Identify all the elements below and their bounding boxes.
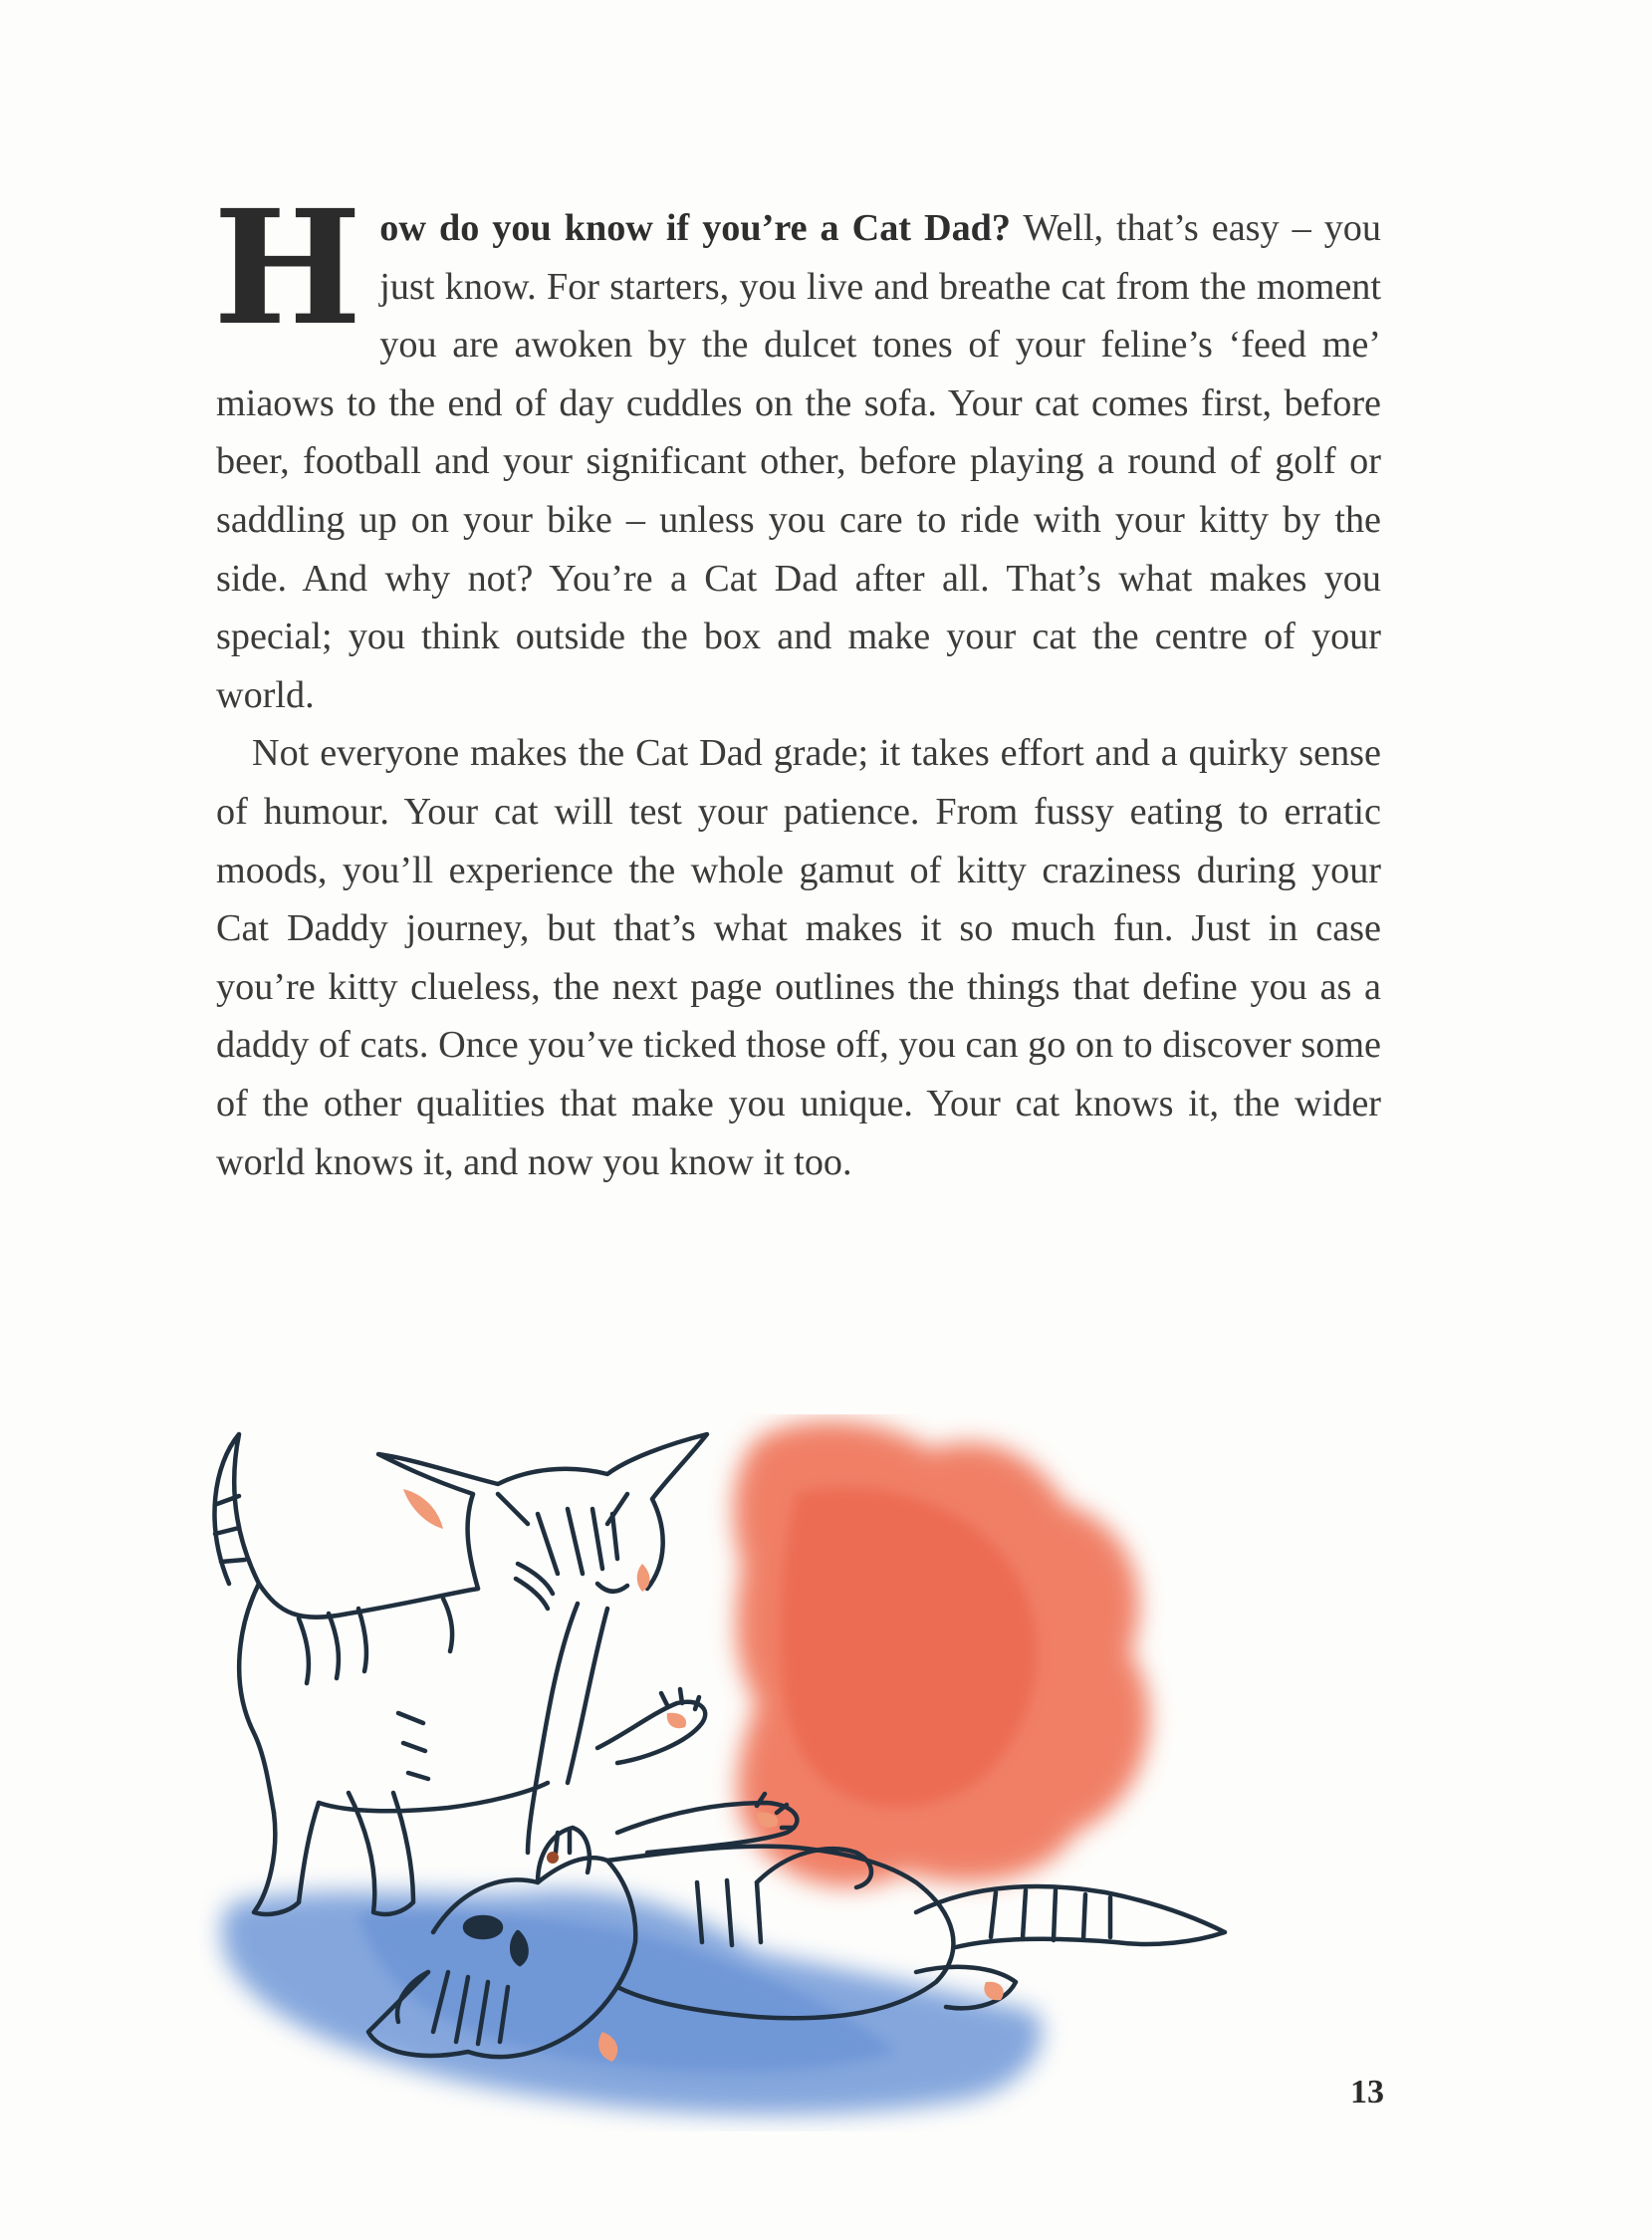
body-text bbox=[213, 176, 1381, 1191]
page-number: 13 bbox=[1350, 2074, 1384, 2111]
paragraph-1 bbox=[213, 176, 1381, 724]
lead-in: ow do you know if you’re a Cat Dad? bbox=[379, 207, 1012, 249]
standing-kitten bbox=[215, 1434, 707, 1914]
paragraph-2: Not everyone makes the Cat Dad grade; it takes effort and a quirky sense of humour. Your cat will test your patience. From fussy eating to erratic moods, you’ll experience the whole gamut of kitty craziness during your Cat Daddy journey, but that’s what makes it so much fun. Just in case you’re kitty clueless, the next page outlines the things that define you as a daddy of cats. Once you’ve ticked those off, you can go on to discover some of the other qualities that make you unique. Your cat knows it, the wider world knows it, and now you know it too. bbox=[216, 732, 1381, 1183]
kittens-illustration bbox=[199, 1414, 1414, 2131]
drop-cap: H bbox=[213, 176, 362, 361]
paragraph-1-text: Well, that’s easy – you just know. For starters, you live and breathe cat from the moment you are awoken by the dulcet tones of your feline’s ‘feed me’ miaows to the end of day cuddles on the sofa. Your cat comes first, before beer, football and your significant other, before playing a round of golf or saddling up on your bike – unless you care to ride with your kitty by the side. And why not? You’re a Cat Dad after all. That’s what makes you special; you think outside the box and make your cat the centre of your world. bbox=[216, 207, 1381, 716]
